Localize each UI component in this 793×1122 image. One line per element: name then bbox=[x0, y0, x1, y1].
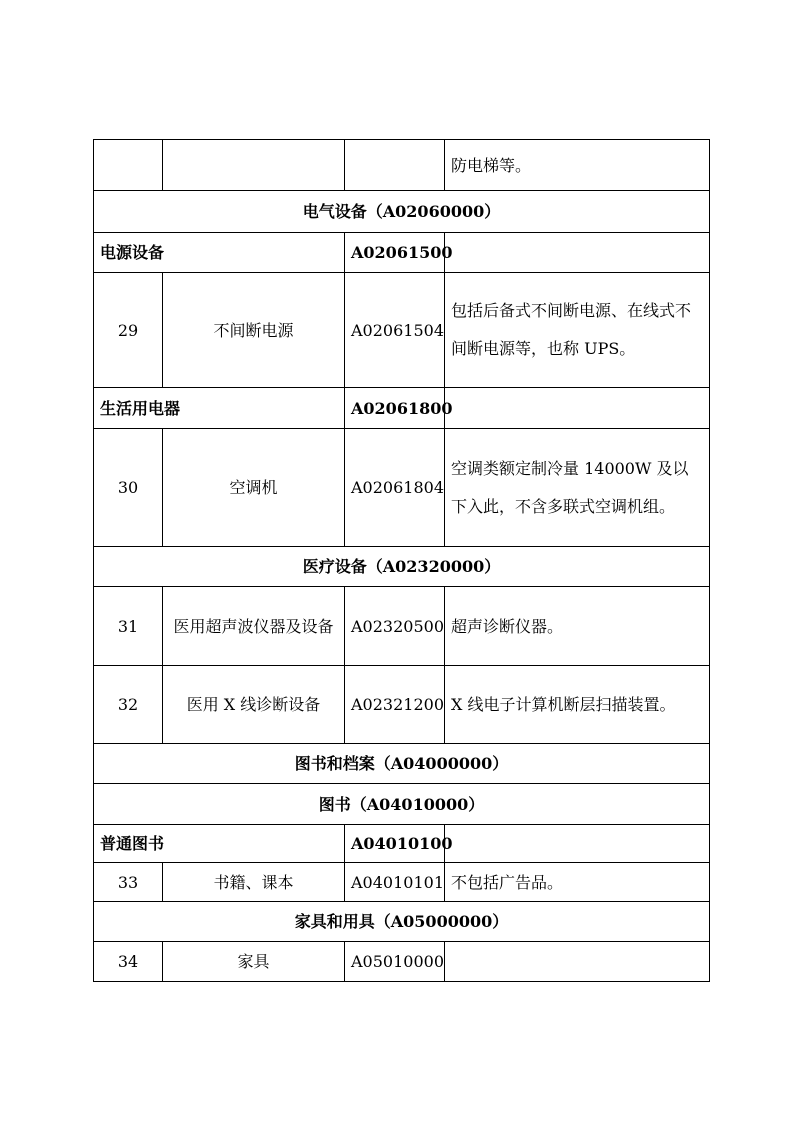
item-code: A02320500 bbox=[345, 587, 445, 666]
item-note: X 线电子计算机断层扫描装置。 bbox=[445, 666, 710, 744]
item-name: 医用 X 线诊断设备 bbox=[163, 666, 345, 744]
empty-cell bbox=[445, 388, 710, 429]
table-row bbox=[94, 140, 710, 191]
item-number bbox=[94, 140, 163, 191]
section-row bbox=[94, 547, 710, 587]
category-code: A02061800 bbox=[345, 388, 445, 429]
section-row bbox=[94, 784, 710, 825]
category-name: 普通图书 bbox=[94, 825, 345, 863]
category-row bbox=[94, 388, 710, 429]
category-code: A04010100 bbox=[345, 825, 445, 863]
section-row bbox=[94, 744, 710, 784]
item-number: 33 bbox=[94, 863, 163, 902]
item-note: 空调类额定制冷量 14000W 及以下入此，不含多联式空调机组。 bbox=[445, 429, 710, 547]
item-number: 34 bbox=[94, 942, 163, 982]
item-code: A02061504 bbox=[345, 273, 445, 388]
empty-cell bbox=[445, 825, 710, 863]
item-name: 不间断电源 bbox=[163, 273, 345, 388]
item-note: 不包括广告品。 bbox=[445, 863, 710, 902]
empty-cell bbox=[445, 233, 710, 273]
item-note: 包括后备式不间断电源、在线式不间断电源等，也称 UPS。 bbox=[445, 273, 710, 388]
category-row bbox=[94, 233, 710, 273]
item-code: A05010000 bbox=[345, 942, 445, 982]
catalog-table bbox=[93, 139, 710, 982]
section-title: 家具和用具（A05000000） bbox=[94, 902, 710, 942]
item-number: 32 bbox=[94, 666, 163, 744]
item-name: 医用超声波仪器及设备 bbox=[163, 587, 345, 666]
section-title: 图书和档案（A04000000） bbox=[94, 744, 710, 784]
table-row bbox=[94, 273, 710, 388]
item-name: 家具 bbox=[163, 942, 345, 982]
section-row bbox=[94, 191, 710, 233]
table-row bbox=[94, 666, 710, 744]
item-code: A04010101 bbox=[345, 863, 445, 902]
category-name: 电源设备 bbox=[94, 233, 345, 273]
section-title: 医疗设备（A02320000） bbox=[94, 547, 710, 587]
table-row bbox=[94, 863, 710, 902]
item-number: 30 bbox=[94, 429, 163, 547]
item-code: A02061804 bbox=[345, 429, 445, 547]
table-row bbox=[94, 429, 710, 547]
section-title: 图书（A04010000） bbox=[94, 784, 710, 825]
category-name: 生活用电器 bbox=[94, 388, 345, 429]
section-row bbox=[94, 902, 710, 942]
item-name: 空调机 bbox=[163, 429, 345, 547]
table-row bbox=[94, 942, 710, 982]
item-name: 书籍、课本 bbox=[163, 863, 345, 902]
item-note: 超声诊断仪器。 bbox=[445, 587, 710, 666]
item-name bbox=[163, 140, 345, 191]
item-number: 29 bbox=[94, 273, 163, 388]
item-note bbox=[445, 942, 710, 982]
item-note: 防电梯等。 bbox=[445, 140, 710, 191]
category-row bbox=[94, 825, 710, 863]
category-code: A02061500 bbox=[345, 233, 445, 273]
table-row bbox=[94, 587, 710, 666]
item-code bbox=[345, 140, 445, 191]
section-title: 电气设备（A02060000） bbox=[94, 191, 710, 233]
item-code: A02321200 bbox=[345, 666, 445, 744]
item-number: 31 bbox=[94, 587, 163, 666]
